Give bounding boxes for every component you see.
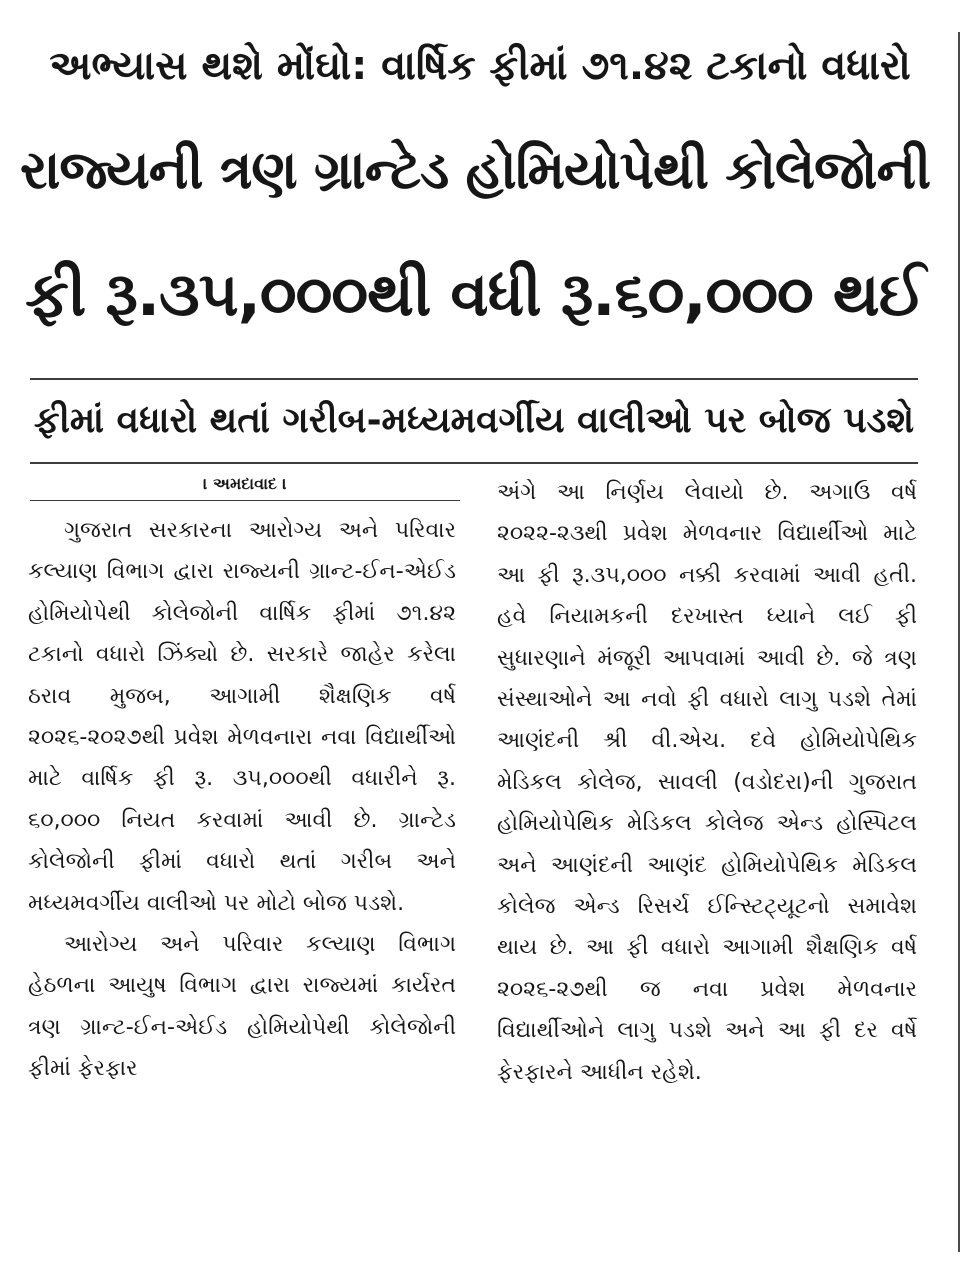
article-column-left <box>28 510 456 1250</box>
dateline: । અમદાવાદ । <box>203 474 287 493</box>
subhead-top-rule <box>30 378 918 380</box>
subhead-bottom-rule <box>30 462 918 464</box>
main-headline-line-2: ફી રૂ.૩૫,૦૦૦થી વધી રૂ.૬૦,૦૦૦ થઈ <box>25 259 925 330</box>
main-headline-line-1: રાજ્યની ત્રણ ગ્રાન્ટેડ હોમિયોપેથી કોલેજોની <box>20 140 931 201</box>
kicker-headline: અભ્યાસ થશે મોંઘો: વાર્ષિક ફીમાં ૭૧.૪૨ ટકાનો વધારો <box>49 43 911 89</box>
page-edge-rule <box>958 32 960 1252</box>
article-column-right <box>497 472 917 1252</box>
body-paragraph: ગુજરાત સરકારના આરોગ્ય અને પરિવાર કલ્યાણ વિભાગ દ્વારા રાજ્યની ગ્રાન્ટ-ઈન-એઈડ હોમિયોપેથી કોલેજોની વાર્ષિક ફીમાં ૭૧.૪૨ ટકાનો વધારો ઝિંક્યો છે. સરકારે જાહેર કરેલા ઠરાવ મુજબ, આગામી શૈક્ષણિક વર્ષ ૨૦૨૬-૨૦૨૭થી પ્રવેશ મેળવનારા નવા વિદ્યાર્થીઓ માટે વાર્ષિક ફી રૂ. ૩૫,૦૦૦થી વધારીને રૂ. ૬૦,૦૦૦ નિયત કરવામાં આવી છે. ગ્રાન્ટેડ કોલેજોની ફીમાં વધારો થતાં ગરીબ અને મધ્યમવર્ગીય વાલીઓ પર મોટો બોજ પડશે. <box>28 518 456 916</box>
subheadline: ફીમાં વધારો થતાં ગરીબ-મધ્યમવર્ગીય વાલીઓ પર બોજ પડશે <box>33 400 915 441</box>
body-paragraph: આરોગ્ય અને પરિવાર કલ્યાણ વિભાગ હેઠળના આયુષ વિભાગ દ્વારા રાજ્યમાં કાર્યરત ત્રણ ગ્રાન્ટ-ઈન-એઈડ હોમિયોપેથી કોલેજોની ફીમાં ફેરફાર <box>28 932 456 1082</box>
dateline-rule <box>30 500 460 501</box>
body-paragraph: અંગે આ નિર્ણય લેવાયો છે. અગાઉ વર્ષ ૨૦૨૨-૨૩થી પ્રવેશ મેળવનાર વિદ્યાર્થીઓ માટે આ ફી રૂ.૩૫,૦૦૦ નક્કી કરવામાં આવી હતી. હવે નિયામકની દરખાસ્ત ધ્યાને લઈ ફી સુધારણાને મંજૂરી આપવામાં આવી છે. જે ત્રણ સંસ્થાઓને આ નવો ફી વધારો લાગુ પડશે તેમાં આણંદની શ્રી વી.એચ. દવે હોમિયોપેથિક મેડિકલ કોલેજ, સાવલી (વડોદરા)ની ગુજરાત હોમિયોપેથિક મેડિકલ કોલેજ એન્ડ હોસ્પિટલ અને આણંદની આણંદ હોમિયોપેથિક મેડિકલ કોલેજ એન્ડ રિસર્ચ ઈન્સ્ટિટ્યૂટનો સમાવેશ થાય છે. આ ફી વધારો આગામી શૈક્ષણિક વર્ષ ૨૦૨૬-૨૭થી જ નવા પ્રવેશ મેળવનાર વિદ્યાર્થીઓને લાગુ પડશે અને આ ફી દર વર્ષે ફેરફારને આધીન રહેશે. <box>497 480 917 1085</box>
